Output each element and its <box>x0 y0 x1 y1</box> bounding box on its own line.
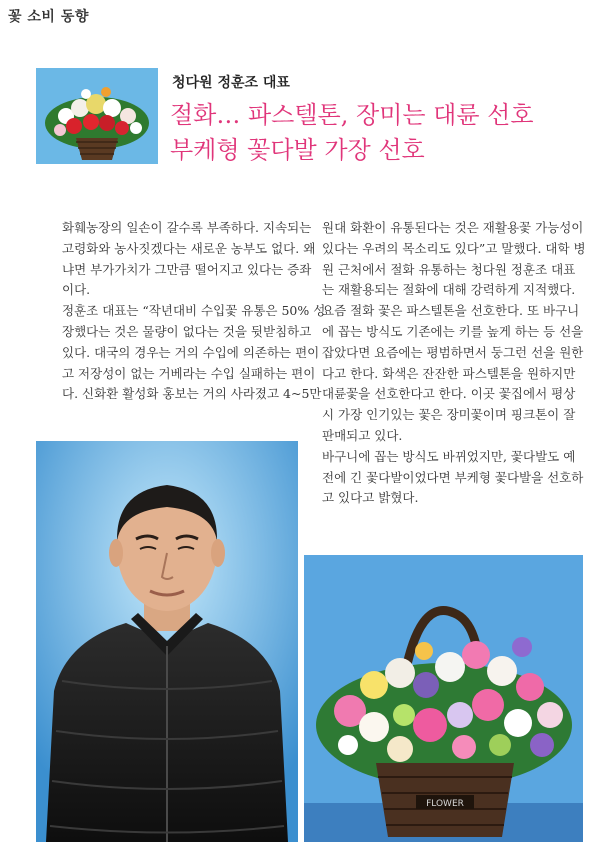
flower-basket-graphic <box>304 555 583 842</box>
article-line: 다. 신화환 활성화 홍보는 거의 사라졌고 4~5만 <box>62 386 322 402</box>
article-line: 있다. 대국의 경우는 거의 수입에 의존하는 편이 <box>62 344 320 360</box>
article-line: 원 근처에서 절화 유통하는 청다원 정훈조 대표 <box>322 261 576 277</box>
article-column-left <box>62 218 326 405</box>
article-column-right <box>322 218 586 509</box>
article-line: 바구니에 꼽는 방식도 바뀌었지만, 꽃다발도 예 <box>322 448 576 464</box>
article-line: 는 재활용되는 절화에 대해 강력하게 지적했다. <box>322 282 576 298</box>
headline-line-2: 부케형 꽃다발 가장 선호 <box>170 136 425 164</box>
article-line: 요즘 절화 꽃은 파스텔톤을 선호한다. 또 바구니 <box>322 303 580 319</box>
headline <box>170 98 600 168</box>
portrait-photo <box>36 441 298 842</box>
article-line: 이다. <box>62 282 91 298</box>
article-line: 고 저장성이 없는 거베라는 수입 실패하는 편이 <box>62 365 316 381</box>
article-line: 대륜꽃을 선호한다고 한다. 이곳 꽃집에서 평상 <box>322 386 576 402</box>
article-line: 화훼농장의 일손이 갈수록 부족하다. 지속되는 <box>62 220 312 235</box>
article-line: 시 가장 인기있는 꽃은 장미꽃이며 핑크톤이 잘 <box>322 407 576 423</box>
article-line: 정훈조 대표는 “작년대비 수입꽃 유통은 50% 성 <box>62 303 326 319</box>
article-paragraph <box>322 447 584 509</box>
article-line: 판매되고 있다. <box>322 427 403 443</box>
article-line: 냐면 부가가치가 그만큼 떨어지고 있다는 증좌 <box>62 261 312 277</box>
article-paragraph <box>62 301 326 405</box>
article-line: 있다는 우려의 목소리도 있다”고 말했다. 대학 병 <box>322 240 586 256</box>
thumbnail-flower-basket-image <box>36 68 158 164</box>
article-line: 전에 긴 꽃다발이었다면 부케형 꽃다발을 선호하 <box>322 469 584 485</box>
interviewee-name: 청다원 정훈조 대표 <box>172 75 290 91</box>
article-line: 고령화와 농사짓겠다는 새로운 농부도 없다. 왜 <box>62 240 316 256</box>
headline-line-1: 절화… 파스텔톤, 장미는 대륜 선호 <box>170 101 534 129</box>
article-line: 고 있다고 밝혔다. <box>322 490 419 506</box>
article-paragraph <box>62 218 316 301</box>
article-paragraph <box>322 301 584 447</box>
basket-label: FLOWER <box>426 799 464 809</box>
article-line: 잡았다면 요즘에는 평범하면서 둥그런 선을 원한 <box>322 344 584 360</box>
article-line: 에 꼽는 방식도 기존에는 키를 높게 하는 등 선을 <box>322 323 584 339</box>
article-line: 장했다는 것은 물량이 없다는 것을 뒷받침하고 <box>62 323 312 339</box>
article-line: 다고 한다. 화색은 잔잔한 파스텔톤을 원하지만 <box>322 365 576 381</box>
section-label: 꽃 소비 동향 <box>8 9 89 25</box>
flower-basket-photo <box>304 555 583 842</box>
portrait-graphic <box>36 441 298 842</box>
article-paragraph <box>322 218 586 301</box>
article-line: 원대 화환이 유통된다는 것은 재활용꽃 가능성이 <box>322 220 584 235</box>
thumbnail-flower-basket-graphic <box>36 68 158 164</box>
